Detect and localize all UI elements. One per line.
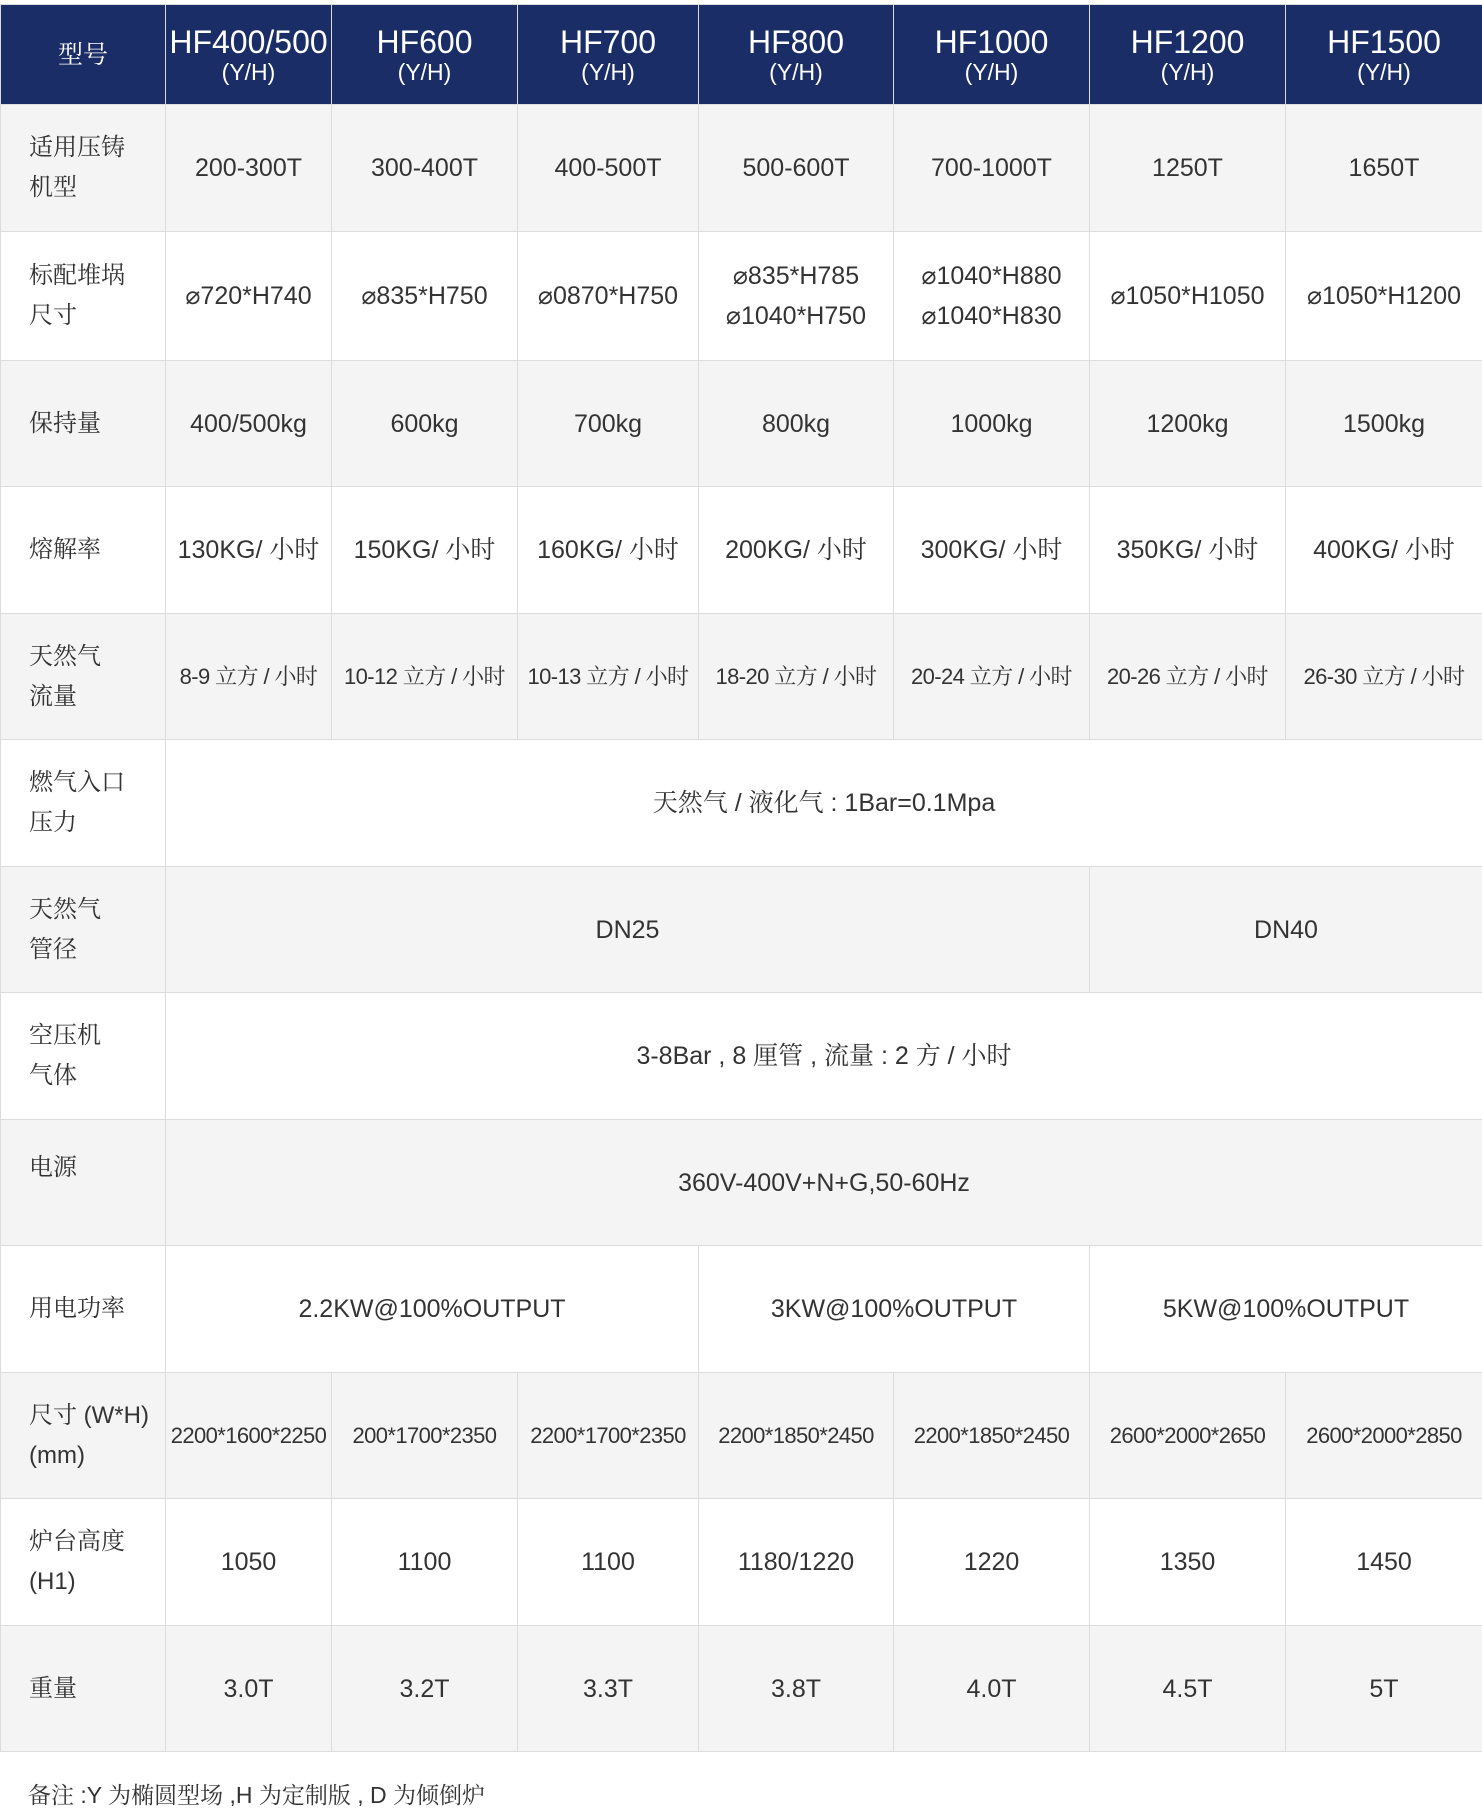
row-label-line: 压力 [29,809,77,836]
model-name: HF600 [376,23,473,60]
row-label-line: 适用压铸 [29,134,125,161]
table-cell: 2200*1700*2350 [518,1373,699,1499]
table-cell: 2200*1850*2450 [699,1373,894,1499]
model-sub: (Y/H) [397,58,452,85]
header-row [1,5,1482,105]
table-row-dimensions [1,1373,1482,1499]
table-cell: 1500kg [1286,361,1482,487]
table-cell-merged: 360V-400V+N+G,50-60Hz [166,1120,1482,1246]
table-cell [166,232,332,361]
header-model-6 [1090,5,1286,105]
model-name: HF800 [747,23,845,60]
row-label-line: 燃气入口 [29,769,125,796]
cell-line: ⌀720*H740 [185,282,312,310]
row-label [1,614,166,740]
header-model-1 [166,5,332,105]
table-cell: 1180/1220 [699,1499,894,1626]
row-label [1,1499,166,1626]
table-row-machine [1,105,1482,232]
row-label [1,1120,166,1246]
model-name: HF400/500 [169,23,328,60]
table-cell: 10-12 立方 / 小时 [332,614,518,740]
row-label-line: 气体 [29,1062,77,1089]
table-row-compressed-air [1,993,1482,1120]
row-label-line: 机型 [29,174,77,201]
table-cell: 5T [1286,1626,1482,1752]
table-cell: 700-1000T [894,105,1090,232]
table-cell: 1100 [518,1499,699,1626]
table-cell: 20-26 立方 / 小时 [1090,614,1286,740]
table-cell-merged: 3KW@100%OUTPUT [699,1246,1090,1373]
table-cell [332,232,518,361]
table-row-gas-flow [1,614,1482,740]
table-cell: 8-9 立方 / 小时 [166,614,332,740]
table-cell: 1200kg [1090,361,1286,487]
table-cell: 3.3T [518,1626,699,1752]
row-label-line: 标配堆埚 [29,262,125,289]
table-cell: 600kg [332,361,518,487]
model-sub: (Y/H) [221,58,276,85]
footnote: 备注 :Y 为椭圆型场 ,H 为定制版 , D 为倾倒炉 [28,1782,486,1808]
table-row-weight [1,1626,1482,1752]
cell-line: ⌀1040*H830 [921,302,1062,330]
row-label-line: 保持量 [29,409,101,437]
table-cell [1286,232,1482,361]
header-model-label: 型号 [1,5,166,105]
row-label-line: 流量 [29,682,77,710]
table-cell [699,232,894,361]
table-cell: 400/500kg [166,361,332,487]
table-row-melt-rate [1,487,1482,614]
header-model-4 [699,5,894,105]
table-row-capacity [1,361,1482,487]
table-cell: 18-20 立方 / 小时 [699,614,894,740]
header-model-7 [1286,5,1482,105]
row-label [1,1246,166,1373]
model-sub: (Y/H) [1160,58,1215,85]
table-row-gas-pressure [1,740,1482,867]
table-cell: 300-400T [332,105,518,232]
table-cell: 1050 [166,1499,332,1626]
table-row-gas-pipe [1,867,1482,993]
row-label [1,487,166,614]
header-model-5 [894,5,1090,105]
row-label-line: (H1) [29,1568,76,1595]
row-label-line: 熔解率 [29,536,101,563]
table-cell-merged: DN25 [166,867,1090,993]
table-cell [894,232,1090,361]
row-label [1,993,166,1120]
row-label [1,105,166,232]
model-name: HF1500 [1327,23,1441,60]
table-cell: 2200*1850*2450 [894,1373,1090,1499]
table-row-power-supply [1,1120,1482,1246]
row-label [1,740,166,867]
table-cell [1090,232,1286,361]
table-cell: 2200*1600*2250 [166,1373,332,1499]
table-cell: 1450 [1286,1499,1482,1626]
table-row-power-rate [1,1246,1482,1373]
model-sub: (Y/H) [581,58,635,85]
table-cell: 3.0T [166,1626,332,1752]
spec-table [0,4,1482,1752]
table-cell: 200KG/ 小时 [699,487,894,614]
cell-line: ⌀835*H750 [361,282,488,310]
table-cell: 400KG/ 小时 [1286,487,1482,614]
table-cell-merged: 天然气 / 液化气 : 1Bar=0.1Mpa [166,740,1482,867]
row-label-line: 天然气 [29,895,101,923]
table-cell-merged: 5KW@100%OUTPUT [1090,1246,1482,1373]
table-cell: 150KG/ 小时 [332,487,518,614]
row-label-line: 炉台高度 [29,1528,125,1555]
table-cell: 400-500T [518,105,699,232]
table-cell: 200-300T [166,105,332,232]
model-name: HF700 [559,23,657,60]
row-label-line: 电源 [29,1154,77,1181]
row-label [1,867,166,993]
table-cell: 26-30 立方 / 小时 [1286,614,1482,740]
row-label-line: (mm) [29,1441,85,1469]
table-cell: 1350 [1090,1499,1286,1626]
cell-line: ⌀0870*H750 [537,282,679,310]
cell-line: ⌀1040*H750 [725,302,867,330]
table-cell-merged: 3-8Bar , 8 厘管 , 流量 : 2 方 / 小时 [166,993,1482,1120]
table-cell: 4.5T [1090,1626,1286,1752]
table-row-furnace-height [1,1499,1482,1626]
row-label-line: 天然气 [29,642,101,670]
row-label-line: 重量 [29,1674,77,1702]
table-cell-merged: 2.2KW@100%OUTPUT [166,1246,699,1373]
table-cell: 130KG/ 小时 [166,487,332,614]
table-cell-merged: DN40 [1090,867,1482,993]
table-cell: 3.8T [699,1626,894,1752]
row-label [1,361,166,487]
table-cell: 2600*2000*2850 [1286,1373,1482,1499]
model-sub: (Y/H) [1357,58,1411,85]
table-cell: 20-24 立方 / 小时 [894,614,1090,740]
cell-line: ⌀1050*H1050 [1110,282,1265,310]
table-cell: 500-600T [699,105,894,232]
cell-line: ⌀1040*H880 [921,262,1062,290]
cell-line: ⌀1050*H1200 [1306,282,1462,310]
table-cell: 800kg [699,361,894,487]
table-cell: 200*1700*2350 [332,1373,518,1499]
row-label [1,232,166,361]
model-sub: (Y/H) [964,58,1019,85]
table-cell: 4.0T [894,1626,1090,1752]
model-name: HF1000 [934,23,1049,60]
row-label [1,1626,166,1752]
table-cell: 1220 [894,1499,1090,1626]
cell-line: ⌀835*H785 [732,262,860,290]
header-model-2 [332,5,518,105]
row-label-line: 用电功率 [29,1295,125,1322]
model-name: HF1200 [1130,23,1245,60]
row-label-line: 空压机 [29,1022,101,1049]
table-cell: 300KG/ 小时 [894,487,1090,614]
table-cell: 1650T [1286,105,1482,232]
row-label-line: 尺寸 (W*H) [29,1401,149,1429]
model-sub: (Y/H) [769,58,823,85]
table-cell: 1100 [332,1499,518,1626]
table-cell: 3.2T [332,1626,518,1752]
header-model-3 [518,5,699,105]
table-cell: 10-13 立方 / 小时 [518,614,699,740]
table-cell: 1000kg [894,361,1090,487]
table-row-crucible [1,232,1482,361]
table-cell: 700kg [518,361,699,487]
row-label-line: 尺寸 [29,302,77,329]
table-cell [518,232,699,361]
table-cell: 2600*2000*2650 [1090,1373,1286,1499]
table-cell: 350KG/ 小时 [1090,487,1286,614]
table-cell: 1250T [1090,105,1286,232]
row-label [1,1373,166,1499]
row-label-line: 管径 [29,935,77,963]
table-cell: 160KG/ 小时 [518,487,699,614]
